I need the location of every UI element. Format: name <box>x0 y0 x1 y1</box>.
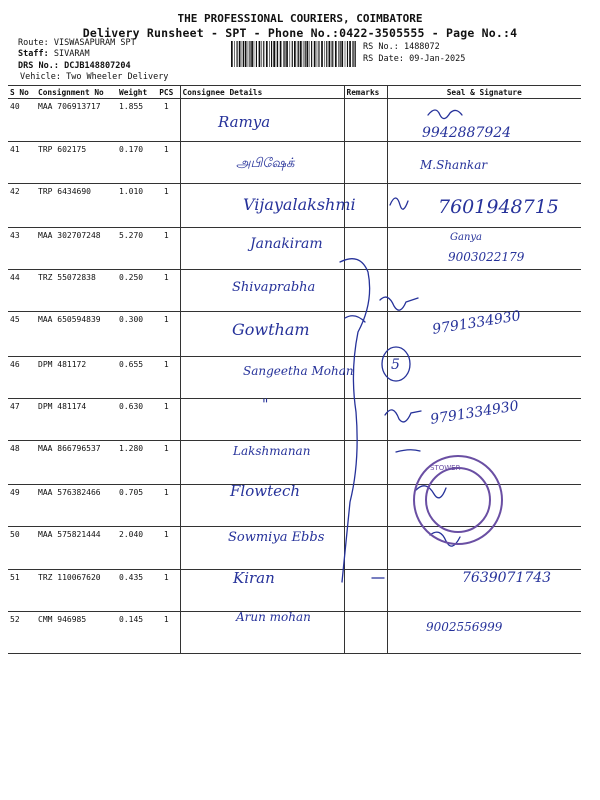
vehicle-value: Two Wheeler Delivery <box>66 72 169 82</box>
pcs-cell: 1 <box>153 270 180 312</box>
barcode-bar <box>326 41 327 67</box>
pcs-cell: 1 <box>153 570 180 612</box>
pcs-cell: 1 <box>153 357 180 399</box>
weight-cell: 1.280 <box>117 441 153 485</box>
circled-number: 5 <box>391 357 400 373</box>
barcode-bar <box>345 41 346 67</box>
rs-date-line <box>363 54 465 64</box>
pcs-cell: 1 <box>153 99 180 142</box>
consignment-cell: MAA 575821444 <box>36 527 117 570</box>
barcode-bar <box>300 41 302 67</box>
consignment-cell: MAA 302707248 <box>36 228 117 270</box>
weight-cell: 0.435 <box>117 570 153 612</box>
barcode-bar <box>294 41 296 67</box>
barcode-bar <box>284 41 285 67</box>
col-consignee: Consignee Details <box>180 86 344 99</box>
consignment-cell: TRP 602175 <box>36 142 117 184</box>
remarks-cell <box>344 441 387 485</box>
consignee-handwriting: அபிஷேக் <box>236 156 295 171</box>
consignee-handwriting: Vijayalakshmi <box>243 195 356 214</box>
rs-date-label: RS Date: <box>363 54 404 64</box>
consignment-cell: MAA 706913717 <box>36 99 117 142</box>
col-remarks: Remarks <box>344 86 387 99</box>
consignee-handwriting: Kiran <box>233 569 275 587</box>
company-name: THE PROFESSIONAL COURIERS, COIMBATORE <box>177 12 423 25</box>
sno-cell: 41 <box>8 142 36 184</box>
drs-value: DCJB148807204 <box>64 61 131 71</box>
barcode-bar <box>249 41 250 67</box>
sno-cell: 42 <box>8 184 36 228</box>
pcs-cell: 1 <box>153 441 180 485</box>
consignee-handwriting: Sowmiya Ebbs <box>228 530 325 545</box>
table-header-row <box>8 86 581 99</box>
table-row <box>8 142 581 184</box>
remarks-cell <box>344 228 387 270</box>
pcs-cell: 1 <box>153 527 180 570</box>
route-value: VISWASAPURAM SPT <box>53 38 136 48</box>
barcode-bar <box>277 41 278 67</box>
remarks-cell <box>344 527 387 570</box>
barcode-bar <box>271 41 272 67</box>
seal-cell <box>387 527 581 570</box>
consignee-handwriting: Janakiram <box>250 236 323 252</box>
barcode-bar <box>259 41 261 67</box>
weight-cell: 0.655 <box>117 357 153 399</box>
barcode-bar <box>290 41 291 67</box>
weight-cell: 2.040 <box>117 527 153 570</box>
consignment-cell: DPM 481172 <box>36 357 117 399</box>
barcode-bar <box>340 41 341 67</box>
barcode-bar <box>303 41 304 67</box>
barcode-bar <box>276 41 277 67</box>
consignment-cell: CMM 946985 <box>36 612 117 654</box>
barcode-bar <box>305 41 306 67</box>
barcode-bar <box>341 41 343 67</box>
barcode-bar <box>231 41 233 67</box>
barcode-bar <box>243 41 244 67</box>
vehicle-line <box>20 72 168 82</box>
sno-cell: 51 <box>8 570 36 612</box>
barcode-bar <box>273 41 275 67</box>
barcode-bar <box>239 41 241 67</box>
remarks-cell <box>344 270 387 312</box>
barcode-bar <box>317 41 318 67</box>
rs-no-value: 1488072 <box>403 42 440 52</box>
staff-label: Staff: <box>18 49 49 59</box>
consignment-cell: TRZ 110067620 <box>36 570 117 612</box>
barcode-bar <box>280 41 282 67</box>
sno-cell: 46 <box>8 357 36 399</box>
svg-text:STOWER: STOWER <box>430 464 461 472</box>
barcode-bar <box>297 41 298 67</box>
drs-line <box>18 61 131 71</box>
barcode-bar <box>237 41 238 67</box>
barcode-bar <box>352 41 353 67</box>
barcode-bar <box>261 41 262 67</box>
weight-cell: 0.705 <box>117 485 153 527</box>
pcs-cell: 1 <box>153 612 180 654</box>
barcode-bar <box>263 41 264 67</box>
barcode-bar <box>335 41 337 67</box>
barcode-bar <box>314 41 316 67</box>
sno-cell: 45 <box>8 312 36 357</box>
barcode-bar <box>254 41 255 67</box>
consignment-cell: TRP 6434690 <box>36 184 117 228</box>
barcode-bar <box>353 41 354 67</box>
remarks-cell <box>344 312 387 357</box>
sno-cell: 40 <box>8 99 36 142</box>
barcode-bar <box>242 41 243 67</box>
barcode-bar <box>269 41 270 67</box>
sno-cell: 47 <box>8 399 36 441</box>
sno-cell: 43 <box>8 228 36 270</box>
drs-label: DRS No.: <box>18 61 59 71</box>
pcs-cell: 1 <box>153 485 180 527</box>
sno-cell: 52 <box>8 612 36 654</box>
barcode-bar <box>251 41 253 67</box>
runsheet-title: Delivery Runsheet - SPT - Phone No.:0422-3505555 - Page No.:4 <box>82 26 518 40</box>
col-weight: Weight <box>117 86 153 99</box>
route-line <box>18 38 136 48</box>
seal-cell <box>387 441 581 485</box>
weight-cell: 0.250 <box>117 270 153 312</box>
barcode-bar <box>306 41 308 67</box>
signature-handwriting: 7639071743 <box>462 570 552 586</box>
weight-cell: 0.145 <box>117 612 153 654</box>
barcode-bar <box>329 41 331 67</box>
barcode-bar <box>332 41 333 67</box>
staff-line <box>18 49 90 59</box>
barcode-bar <box>311 41 312 67</box>
pcs-cell: 1 <box>153 399 180 441</box>
consignment-cell: TRZ 55072838 <box>36 270 117 312</box>
sno-cell: 49 <box>8 485 36 527</box>
barcode-bar <box>245 41 247 67</box>
barcode-bar <box>309 41 310 67</box>
barcode-bar <box>318 41 319 67</box>
weight-cell: 1.855 <box>117 99 153 142</box>
consignee-handwriting: Arun mohan <box>236 610 311 624</box>
barcode-bar <box>292 41 293 67</box>
barcode-bar <box>298 41 299 67</box>
signature-handwriting: 9791334930 <box>429 398 520 428</box>
barcode-bar <box>283 41 284 67</box>
consignment-cell: MAA 650594839 <box>36 312 117 357</box>
barcode-bar <box>331 41 332 67</box>
consignee-handwriting: Lakshmanan <box>233 444 311 458</box>
pcs-cell: 1 <box>153 228 180 270</box>
staff-value: SIVARAM <box>53 49 90 59</box>
col-pcs: PCS <box>153 86 180 99</box>
barcode-bar <box>324 41 325 67</box>
remarks-cell <box>344 99 387 142</box>
consignee-handwriting: Shivaprabha <box>232 280 316 295</box>
sno-cell: 48 <box>8 441 36 485</box>
rs-no-line <box>363 42 440 52</box>
seal-cell <box>387 485 581 527</box>
barcode-bar <box>347 41 348 67</box>
seal-cell <box>387 357 581 399</box>
sno-cell: 50 <box>8 527 36 570</box>
barcode-bar <box>321 41 323 67</box>
remarks-cell <box>344 485 387 527</box>
signature-handwriting: 7601948715 <box>438 196 559 218</box>
consignee-handwriting: Ramya <box>218 113 271 131</box>
remarks-cell <box>344 612 387 654</box>
signature-handwriting: 9002556999 <box>426 620 503 634</box>
barcode-bar <box>248 41 249 67</box>
pcs-cell: 1 <box>153 312 180 357</box>
barcode-bar <box>234 41 235 67</box>
remarks-cell <box>344 142 387 184</box>
weight-cell: 1.010 <box>117 184 153 228</box>
signature-handwriting: 9791334930 <box>431 308 522 338</box>
col-consignment: Consignment No <box>36 86 117 99</box>
signature-handwriting: Ganya <box>450 232 483 243</box>
barcode-bar <box>355 41 356 67</box>
consignee-handwriting: Flowtech <box>230 482 301 500</box>
remarks-cell <box>344 399 387 441</box>
signature-handwriting: 9003022179 <box>448 250 525 264</box>
barcode <box>231 41 356 67</box>
seal-cell <box>387 270 581 312</box>
pcs-cell: 1 <box>153 142 180 184</box>
sno-cell: 44 <box>8 270 36 312</box>
vehicle-label: Vehicle: <box>20 72 61 82</box>
remarks-cell <box>344 570 387 612</box>
ditto-mark: " <box>262 397 269 413</box>
pcs-cell: 1 <box>153 184 180 228</box>
weight-cell: 0.630 <box>117 399 153 441</box>
consignment-cell: MAA 576382466 <box>36 485 117 527</box>
signature-handwriting: 9942887924 <box>422 125 512 141</box>
consignee-handwriting: Sangeetha Mohan <box>243 364 354 378</box>
barcode-bar <box>286 41 288 67</box>
signature-handwriting: M.Shankar <box>420 158 488 172</box>
weight-cell: 0.300 <box>117 312 153 357</box>
rs-date-value: 09-Jan-2025 <box>409 54 466 64</box>
barcode-bar <box>349 41 351 67</box>
barcode-bar <box>338 41 339 67</box>
rs-no-label: RS No.: <box>363 42 399 52</box>
weight-cell: 5.270 <box>117 228 153 270</box>
barcode-bar <box>256 41 257 67</box>
col-seal: Seal & Signature <box>387 86 581 99</box>
consignee-handwriting: Gowtham <box>232 320 310 339</box>
route-label: Route: <box>18 38 49 48</box>
weight-cell: 0.170 <box>117 142 153 184</box>
barcode-bar <box>266 41 268 67</box>
consignment-cell: MAA 866796537 <box>36 441 117 485</box>
consignment-cell: DPM 481174 <box>36 399 117 441</box>
col-sno: S No <box>8 86 36 99</box>
